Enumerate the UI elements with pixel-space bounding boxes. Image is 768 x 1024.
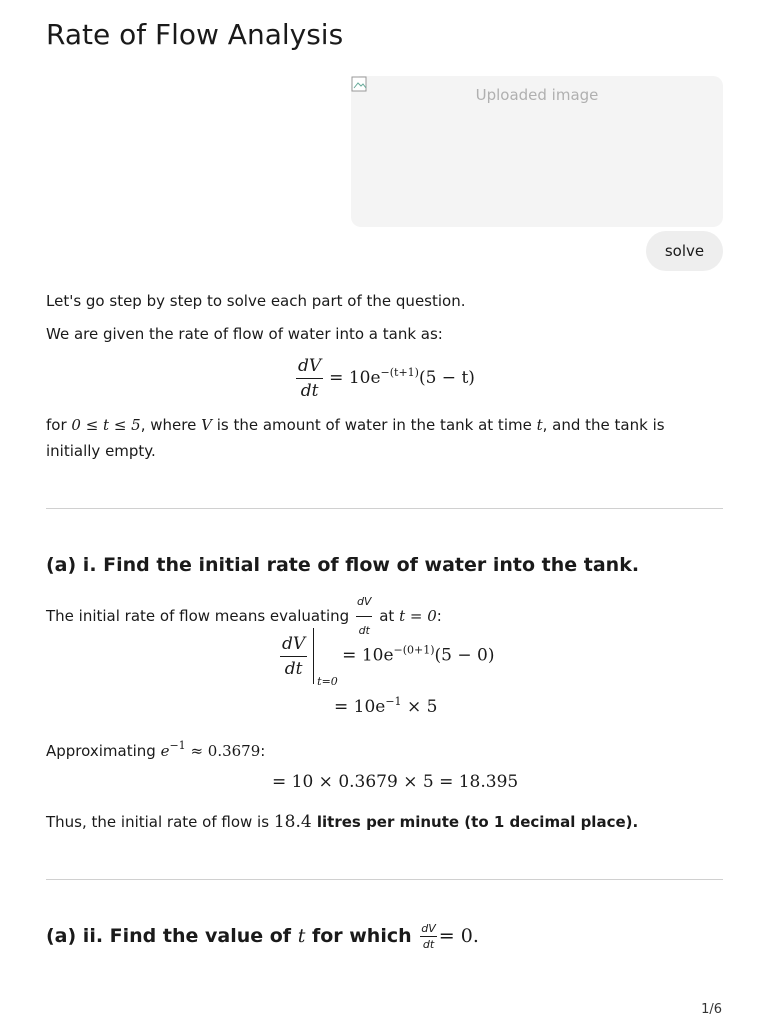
dv-dt-fraction-inline: $\frac{dV}{dt}$	[356, 589, 373, 644]
uploaded-image[interactable]	[351, 76, 723, 227]
uploaded-image-alt-text: Uploaded image	[475, 86, 599, 104]
solve-message-bubble[interactable]: solve	[646, 231, 723, 271]
divider	[46, 508, 723, 509]
dv-dt-fraction: $\frac{dV}{dt}$	[282, 633, 306, 679]
rate-equation: $\frac{dV}{dt}$ = $10e^{-(t+1)}(5 - t)$	[298, 356, 475, 401]
evaluation-equation-1: $\frac{dV}{dt}$ t=0 = $10e^{-(0+1)}(5 - 0)$	[280, 628, 494, 684]
intro-line-2: We are given the rate of flow of water into a tank as:	[46, 325, 443, 343]
part-a-i-conclusion: Thus, the initial rate of flow is 18.4 litres per minute (to 1 decimal place).	[46, 812, 639, 832]
evaluation-equation-3: = 10 × 0.3679 × 5 = 18.395	[272, 772, 519, 792]
part-a-i-intro: The initial rate of flow means evaluating $\frac{dV}{dt}$ at t = 0:	[46, 589, 723, 644]
evaluation-bar: t=0	[313, 628, 314, 684]
evaluation-equation-2: = $10e^{-1} \times 5$	[334, 695, 438, 717]
page-number: 1/6	[701, 1002, 722, 1017]
approximation-text: Approximating $e^{-1} \approx 0.3679$:	[46, 739, 266, 760]
divider	[46, 879, 723, 880]
intro-condition: for 0 ≤ t ≤ 5, where V is the amount of water in the tank at time t, and the tank is initially empty.	[46, 416, 665, 460]
page-title: Rate of Flow Analysis	[46, 18, 344, 51]
dv-dt-fraction: $\frac{dV}{dt}$	[298, 356, 322, 401]
part-a-ii-heading: (a) ii. Find the value of t for which $\frac{dV}{dt}$ = 0.	[46, 922, 479, 951]
dv-dt-fraction-inline: $\frac{dV}{dt}$	[421, 922, 436, 951]
part-a-i-heading: (a) i. Find the initial rate of flow of water into the tank.	[46, 554, 640, 576]
intro-line-1: Let's go step by step to solve each part of the question.	[46, 292, 466, 310]
